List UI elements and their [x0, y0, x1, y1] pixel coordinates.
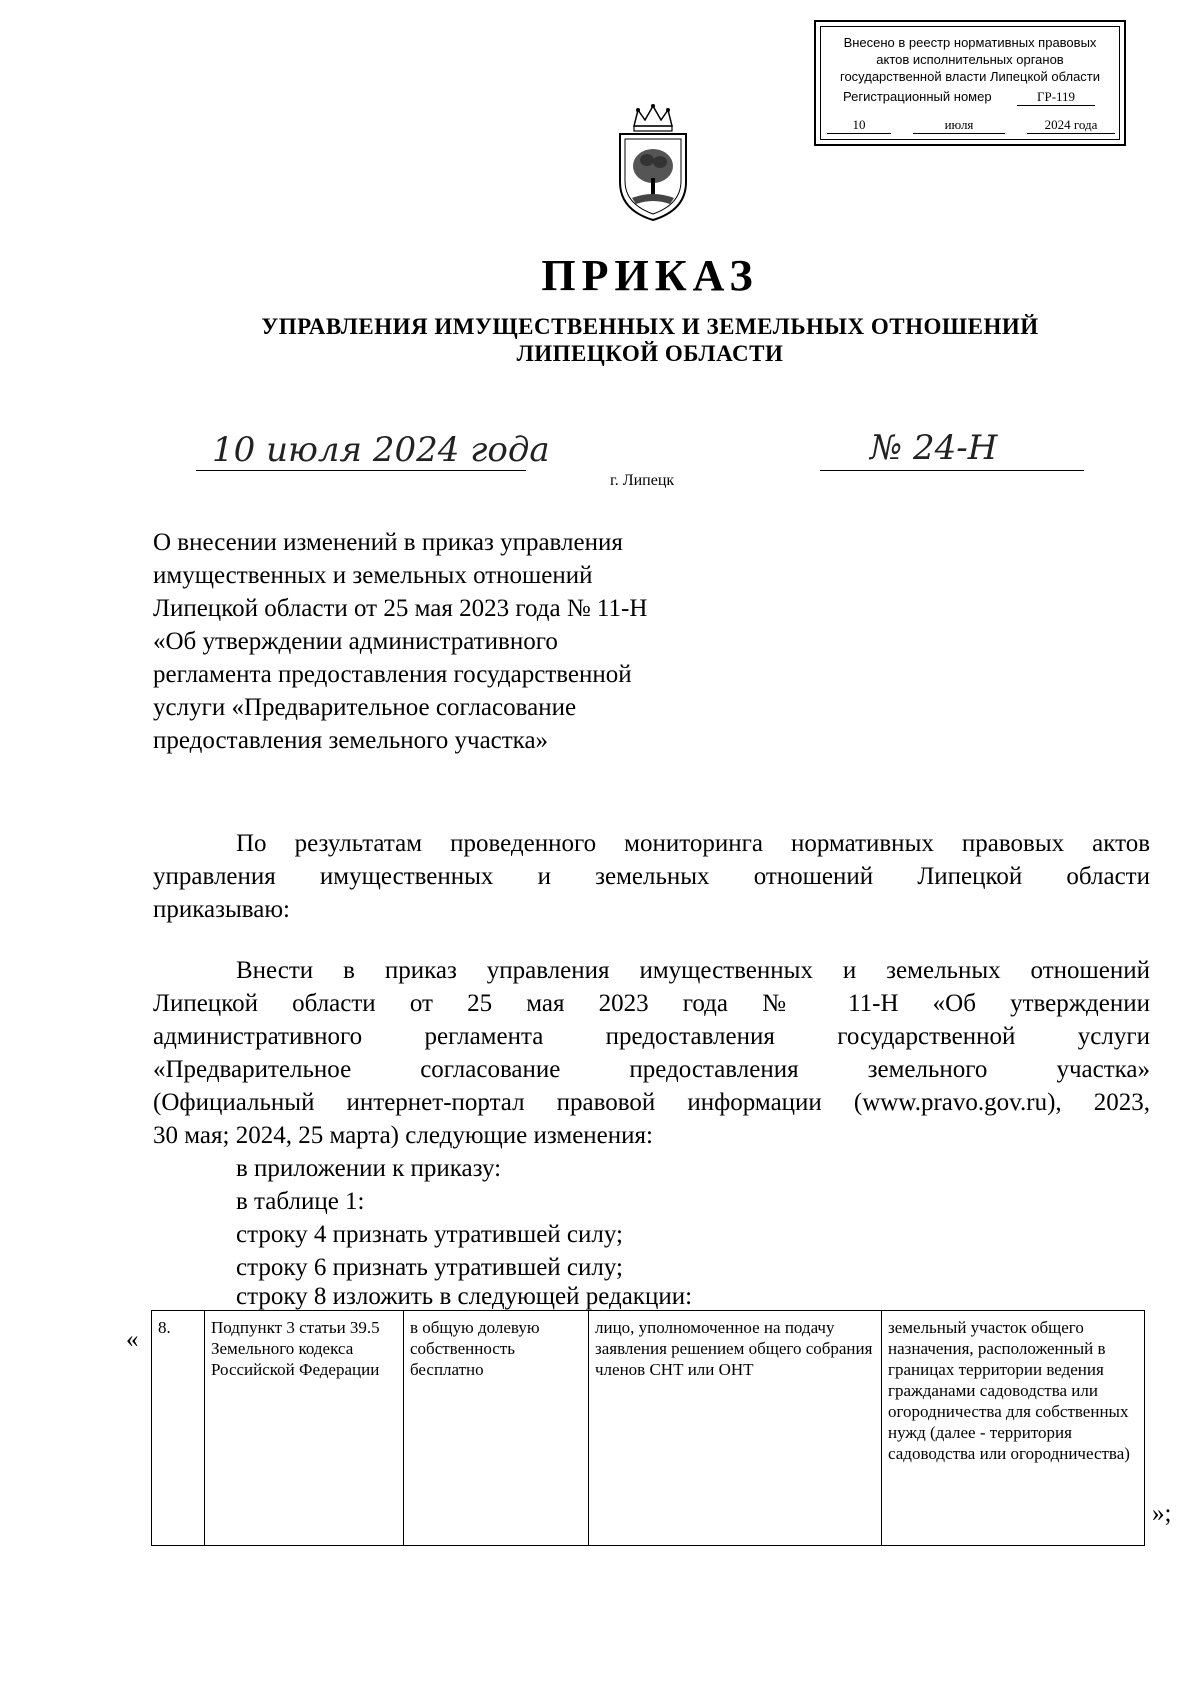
- lipetsk-coat-of-arms-icon: [612, 104, 694, 224]
- subject-line: О внесении изменений в приказ управления: [153, 529, 623, 556]
- table-cell-applicant: лицо, уполномоченное на подачу заявления решением общего собрания членов СНТ или ОНТ: [589, 1311, 882, 1546]
- paragraph-2-line: 30 мая; 2024, 25 марта) следующие изменения:: [153, 1122, 653, 1149]
- list-item: строку 6 признать утратившей силу;: [236, 1254, 623, 1281]
- stamp-reg-number: ГР-119: [1017, 89, 1095, 106]
- date-underline: [196, 470, 526, 471]
- handwritten-number: № 24-Н: [870, 428, 998, 468]
- stamp-month: июля: [913, 117, 1005, 134]
- subject-line: предоставления земельного участка»: [153, 727, 549, 754]
- stamp-reg-label: Регистрационный номер: [843, 89, 992, 104]
- paragraph-2-line: Внести в приказ управления имущественных и земельных отношений: [236, 957, 1150, 984]
- paragraph-2-line: административного регламента предоставления государственной услуги: [153, 1023, 1150, 1050]
- table-cell-number: 8.: [152, 1311, 205, 1546]
- organization-line-2: ЛИПЕЦКОЙ ОБЛАСТИ: [516, 341, 784, 366]
- paragraph-2-line: «Предварительное согласование предоставления земельного участка»: [153, 1056, 1150, 1083]
- table-cell-ownership: в общую долевую собственность бесплатно: [404, 1311, 589, 1546]
- stamp-day: 10: [827, 117, 891, 134]
- replacement-table: [151, 1310, 1145, 1546]
- handwritten-date: 10 июля 2024 года: [212, 430, 550, 470]
- stamp-line-3: государственной власти Липецкой области: [839, 69, 1101, 84]
- document-title: ПРИКАЗ: [541, 251, 759, 300]
- table-cell-legal-basis: Подпункт 3 статьи 39.5 Земельного кодекса Российской Федерации: [205, 1311, 404, 1546]
- list-item: в приложении к приказу:: [236, 1155, 502, 1182]
- stamp-line-2: актов исполнительных органов: [876, 52, 1064, 67]
- registry-stamp: [814, 20, 1126, 146]
- stamp-year: 2024 года: [1027, 117, 1115, 134]
- table-row: [152, 1311, 1145, 1546]
- list-item: в таблице 1:: [236, 1188, 365, 1215]
- number-underline: [820, 470, 1084, 471]
- organization-line-1: УПРАВЛЕНИЯ ИМУЩЕСТВЕННЫХ И ЗЕМЕЛЬНЫХ ОТНОШЕНИЙ: [261, 314, 1039, 339]
- subject-line: имущественных и земельных отношений: [153, 562, 593, 589]
- list-item: строку 4 признать утратившей силу;: [236, 1221, 623, 1248]
- stamp-line-1: Внесено в реестр нормативных правовых: [843, 35, 1097, 50]
- city-label: г. Липецк: [610, 472, 675, 489]
- subject-line: регламента предоставления государственной: [153, 661, 632, 688]
- subject-line: Липецкой области от 25 мая 2023 года № 11-Н: [153, 595, 648, 622]
- list-item: строку 8 изложить в следующей редакции:: [236, 1283, 693, 1310]
- table-cell-land-plot: земельный участок общего назначения, расположенный в границах территории ведения гражданами садоводства или огородничества для собственных нужд (далее - территория садоводства или огородничества): [882, 1311, 1145, 1546]
- registry-stamp-inner-border: [820, 26, 1120, 140]
- paragraph-1-line: По результатам проведенного мониторинга нормативных правовых актов: [236, 830, 1150, 857]
- table-open-quote: «: [126, 1326, 139, 1353]
- paragraph-2-line: Липецкой области от 25 мая 2023 года № 11-Н «Об утверждении: [153, 990, 1150, 1017]
- table-close-quote: »;: [1152, 1500, 1172, 1527]
- subject-line: «Об утверждении административного: [153, 628, 558, 655]
- paragraph-1-line: приказываю:: [153, 896, 290, 923]
- paragraph-2-line: (Официальный интернет-портал правовой информации (www.pravo.gov.ru), 2023,: [153, 1089, 1150, 1116]
- paragraph-1-line: управления имущественных и земельных отношений Липецкой области: [153, 863, 1150, 890]
- subject-line: услуги «Предварительное согласование: [153, 694, 577, 721]
